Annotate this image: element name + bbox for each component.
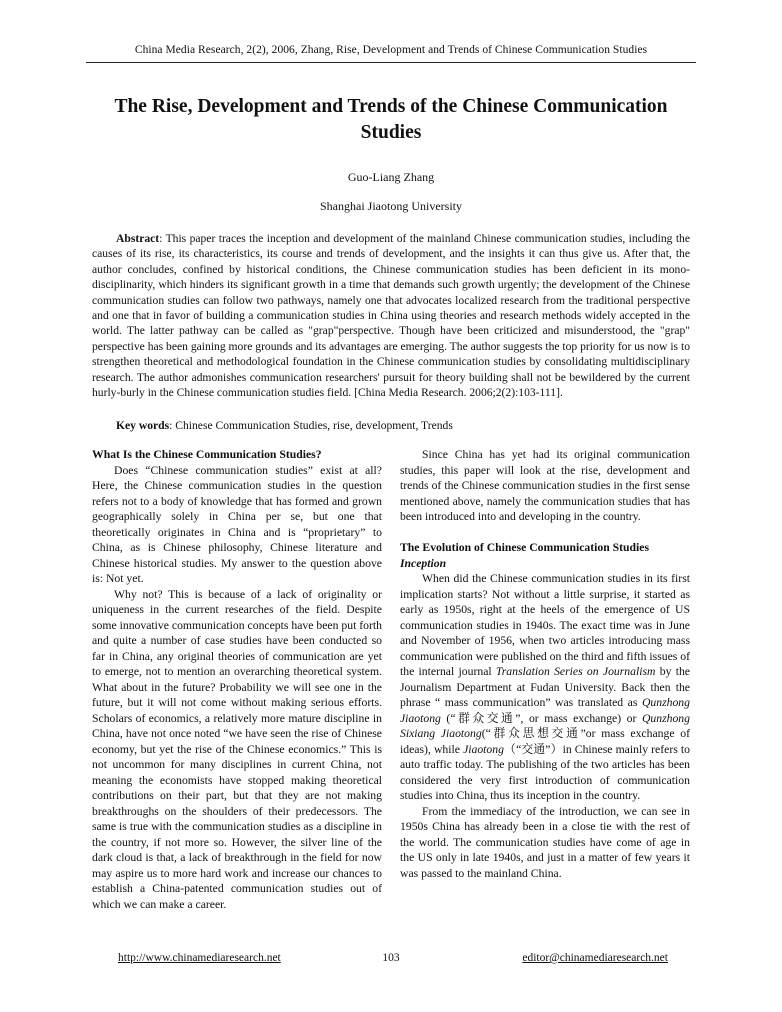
- keywords-label: Key words: [116, 419, 170, 432]
- section-heading-evolution: The Evolution of Chinese Communication Studies: [400, 541, 650, 554]
- paragraph: When did the Chinese communication studies in its first implication starts? Not without a little surprise, it started as early as 1950s, right at the heels of the emergence of US communication studies in 1940s. The exact time was in June and November of 1956, when two articles introducing mass communication were published on the third and fifth issues of the internal journal Translation Series on Journalism by the Journalism Department at Fudan University. Back then the phrase “ mass communication” was translated as Qunzhong Jiaotong (“群众交通”, or mass exchange) or Qunzhong Sixiang Jiaotong(“群众思想交通”or mass exchange of ideas), while Jiaotong（“交通”）in Chinese mainly refers to auto traffic today. The publishing of the two articles has been considered the very first introduction of communication studies into China, thus its inception in the country.: [400, 572, 690, 802]
- paragraph: Why not? This is because of a lack of originality or uniqueness in the current researches of the field. Despite some innovative communication concepts have been put forth and quite a number of case studies have been conducted so far in China, any original theories of communication are yet to emerge, not to mention an overarching theoretical system. What about in the future? Probability we will see one in the future, but it will not come without making serious efforts. Scholars of economics, a relatively more mature discipline in China, have not once noted “we have seen the rise of Chinese economy, but yet the rise of the Chinese economics.” This is not uncommon for many disciplines in current China, not meaning the economists have stopped making theoretical contributions on their part, but that they are not making breakthroughs on the shoulders of their predecessors. The same is true with the communication studies as a discipline in the country, if not more so. However, the silver line of the dark cloud is that, a lack of breakthrough in the field for now may aspire us to more hard work and increase our chances to establish a China-patented communication studies out of which we can make a career.: [92, 587, 382, 911]
- footer-email-link[interactable]: editor@chinamediaresearch.net: [522, 952, 668, 964]
- term: Qunzhong Sixiang Jiaotong: [400, 711, 690, 740]
- right-column: [400, 447, 690, 881]
- section-heading-what-is: What Is the Chinese Communication Studies?: [92, 448, 322, 461]
- running-head: China Media Research, 2(2), 2006, Zhang, Rise, Development and Trends of Chinese Communication Studies: [134, 44, 648, 56]
- paper-title: The Rise, Development and Trends of the Chinese Communication Studies: [114, 96, 668, 143]
- spacer: [400, 525, 690, 541]
- left-column: [92, 447, 382, 912]
- author-affiliation: Shanghai Jiaotong University: [320, 199, 462, 213]
- abstract: [92, 231, 690, 400]
- paragraph: Since China has yet had its original communication studies, this paper will look at the rise, development and trends of the Chinese communication studies in the first sense mentioned above, namely the communication studies that has been introduced into and developing in the country.: [400, 448, 690, 523]
- keywords-text: : Chinese Communication Studies, rise, development, Trends: [169, 419, 453, 432]
- paragraph: Does “Chinese communication studies” exist at all? Here, the Chinese communication studies in the question refers not to a body of knowledge that has formed and grown geographically solely in China per se, but one that theoretically originates in China and is “proprietary” to China, as is Chinese philosophy, Chinese literature and Chinese historical studies. My answer to the question above is: Not yet.: [92, 463, 382, 585]
- header-rule: [86, 62, 696, 63]
- paragraph: From the immediacy of the introduction, we can see in 1950s China has already been in a close tie with the rest of the world. The communication studies have come of age in the US only in late 1940s, and just in a matter of few years it was passed to the mainland China.: [400, 804, 690, 880]
- term: Qunzhong Jiaotong: [400, 696, 690, 725]
- keywords: [92, 418, 690, 433]
- footer-website-link[interactable]: http://www.chinamediaresearch.net: [118, 952, 281, 964]
- journal-title: Translation Series on Journalism: [495, 665, 656, 678]
- abstract-label: Abstract: [116, 232, 160, 245]
- subsection-heading-inception: Inception: [400, 556, 447, 570]
- author-name: Guo-Liang Zhang: [347, 170, 435, 184]
- page-number: 103: [382, 952, 400, 964]
- abstract-text: : This paper traces the inception and development of the mainland Chinese communication studies, including the causes of its rise, its characteristics, its course and trends of development, and the insights it can thus give us. After that, the author concludes, confined by historical conditions, the Chinese communication studies has been deficient in its mono-disciplinarity, which hinders its significant growth in a time that demands such growth urgently; the development of the Chinese communication studies can follow two pathways, namely one that advocates localized research from the traditional perspective and one that in favor of building a communication studies in China using theories and research methods widely accepted in the world. The latter pathway can be called as "grap"perspective. Though have been criticized and misunderstood, the "grap" perspective has been gaining more grounds and its advantages are emerging. The author suggests the top priority for us now is to strengthen theoretical and methodological foundation in the Chinese communication studies by consolidating multidisciplinary research. The author admonishes communication researchers' pursuit for theory building shall not be bewildered by the current hurly-burly in the Chinese communication studies field. [China Media Research. 2006;2(2):103-111].: [92, 232, 690, 400]
- term: Jiaotong: [463, 742, 504, 756]
